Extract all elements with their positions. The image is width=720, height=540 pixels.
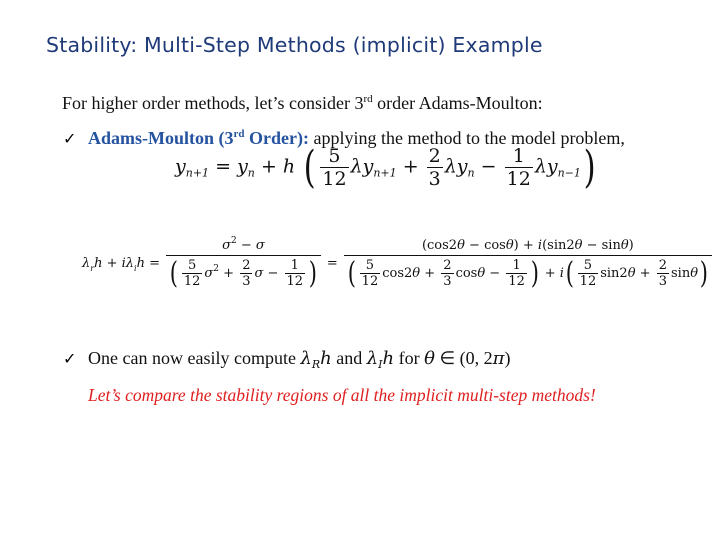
checkmark-icon: ✓: [63, 129, 77, 148]
bullet-label: Adams-Moulton (3rd Order):: [88, 128, 309, 148]
checkmark-icon: ✓: [63, 349, 77, 368]
fraction-sigma: $\sigma^2 - \sigma$ ( $\frac{5}{12}$ $\sigma^2$ + $\frac{2}{3}$ σ − $\frac{1}{12}$ ): [166, 238, 321, 289]
equation-stability-boundary: $\lambda_rh + i\lambda_ih$ = $\sigma^2 - \sigma$ ( $\frac{5}{12}$ $\sigma^2$ + $\frac{2}{3}$ σ − $\frac{1}{12}$ ) = (cos2θ − cosθ) + i(sin2θ − sinθ) ( $\frac{5}{12}$ cos2θ + $\frac{2}{3}$ cosθ − $\frac{1}{12}$ ) + i( $\frac{5}{12}$ sin2θ + $\frac{2}{3}$ sinθ): [82, 238, 714, 289]
intro-text-part: order Adams-Moulton:: [372, 93, 543, 113]
intro-text: [62, 93, 543, 114]
emphasis-text: Let’s compare the stability regions of all the implicit multi-step methods!: [88, 385, 596, 405]
bullet-compute: One can now easily compute $\lambda_Rh$ and $\lambda_Ih$ for θ ∈ (0, 2π): [88, 348, 511, 371]
fraction: $\frac{5}{12}$: [322, 145, 347, 190]
bullet-text: for: [394, 348, 425, 368]
slide-title: Stability: Multi-Step Methods (implicit) Example: [46, 33, 543, 57]
bullet-text: applying the method to the model problem,: [308, 128, 625, 148]
bullet-text: and: [331, 348, 367, 368]
intro-text-part: For higher order methods, let’s consider 3: [62, 93, 364, 113]
fraction: $\frac{1}{12}$: [506, 145, 531, 190]
bullet-text: One can now easily compute: [88, 348, 301, 368]
equation-adams-moulton: $y_{n+1} = y_n + h$ ( $\frac{5}{12}$ $\lambda y_{n+1}$ + $\frac{2}{3}$ $\lambda y_n$ − $\frac{1}{12}$ $\lambda y_{n-1}$): [175, 141, 596, 193]
fraction: $\frac{2}{3}$: [428, 145, 441, 190]
intro-superscript: rd: [363, 93, 373, 105]
fraction-theta: (cos2θ − cosθ) + i(sin2θ − sinθ) ( $\frac{5}{12}$ cos2θ + $\frac{2}{3}$ cosθ − $\frac{1}{12}$ ) + i( $\frac{5}{12}$ sin2θ + $\frac{2}{3}$ sinθ): [344, 238, 712, 289]
